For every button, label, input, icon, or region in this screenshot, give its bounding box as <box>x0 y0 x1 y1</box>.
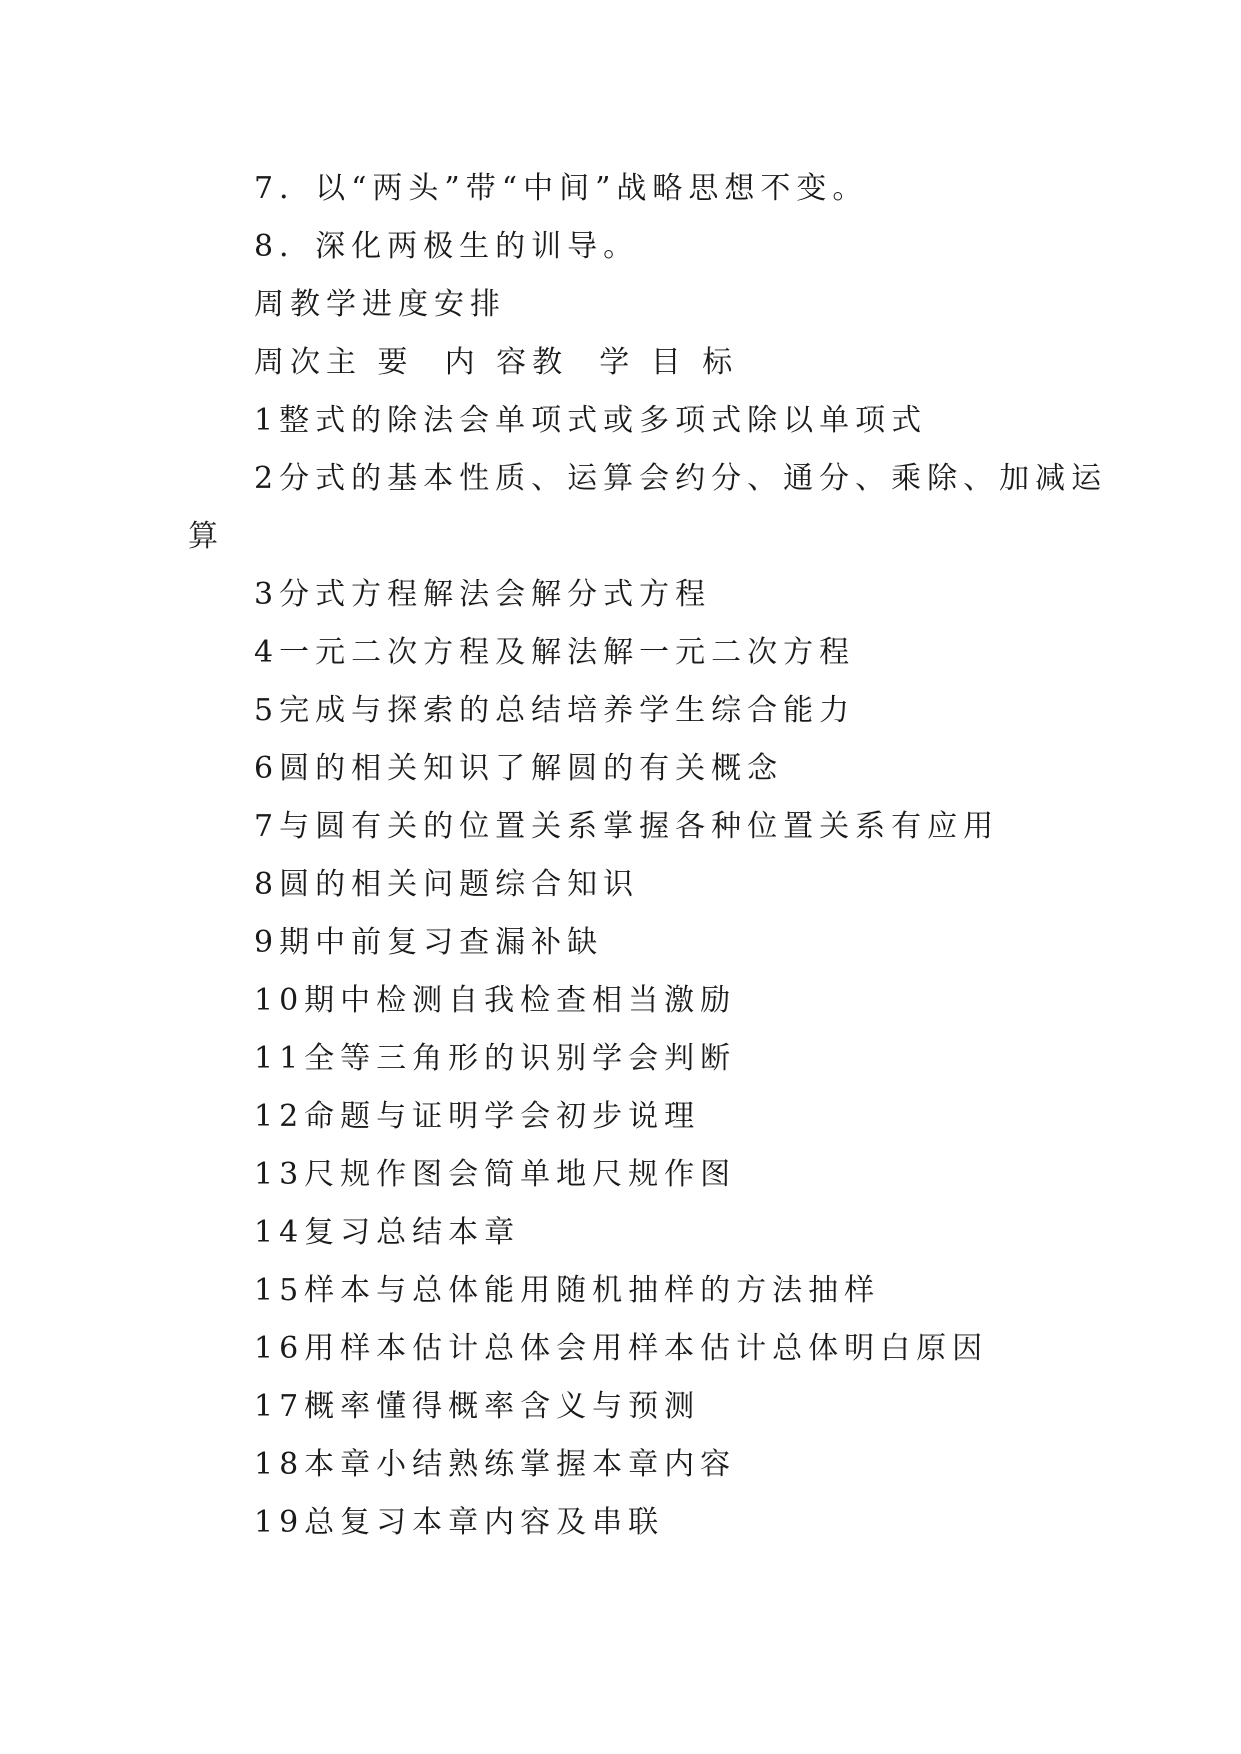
schedule-row: 1整式的除法会单项式或多项式除以单项式 <box>254 403 928 438</box>
schedule-row: 16用样本估计总体会用样本估计总体明白原因 <box>254 1331 989 1366</box>
schedule-row: 7与圆有关的位置关系掌握各种位置关系有应用 <box>254 809 1000 844</box>
schedule-row <box>188 1552 1058 1610</box>
schedule-row: 15样本与总体能用随机抽样的方法抽样 <box>254 1273 881 1308</box>
schedule-row: 6圆的相关知识了解圆的有关概念 <box>254 751 784 786</box>
schedule-row: 3分式方程解法会解分式方程 <box>254 577 712 612</box>
schedule-row: 4一元二次方程及解法解一元二次方程 <box>254 635 856 670</box>
schedule-row: 12命题与证明学会初步说理 <box>254 1099 701 1134</box>
schedule-row: 17概率懂得概率含义与预测 <box>254 1389 701 1424</box>
schedule-row: 14复习总结本章 <box>254 1215 521 1250</box>
schedule-row: 9期中前复习查漏补缺 <box>254 925 604 960</box>
schedule-row: 11全等三角形的识别学会判断 <box>254 1041 737 1076</box>
document-body <box>188 160 1108 1610</box>
section-title: 周教学进度安排 <box>254 287 506 322</box>
list-item: 8．深化两极生的训导。 <box>254 229 640 264</box>
list-item: 7．以“两头”带“中间”战略思想不变。 <box>254 171 869 206</box>
table-header: 周次主 要 内 容教 学 目 标 <box>254 345 739 380</box>
schedule-row: 13尺规作图会简单地尺规作图 <box>254 1157 737 1192</box>
schedule-row-continuation: 算 <box>188 519 224 554</box>
schedule-row: 5完成与探索的总结培养学生综合能力 <box>254 693 856 728</box>
schedule-row: 10期中检测自我检查相当激励 <box>254 983 737 1018</box>
schedule-row: 2分式的基本性质、运算会约分、通分、乘除、加减运 <box>254 461 1108 496</box>
schedule-row: 19总复习本章内容及串联 <box>254 1505 665 1540</box>
schedule-row: 8圆的相关问题综合知识 <box>254 867 640 902</box>
schedule-row: 18本章小结熟练掌握本章内容 <box>254 1447 737 1482</box>
